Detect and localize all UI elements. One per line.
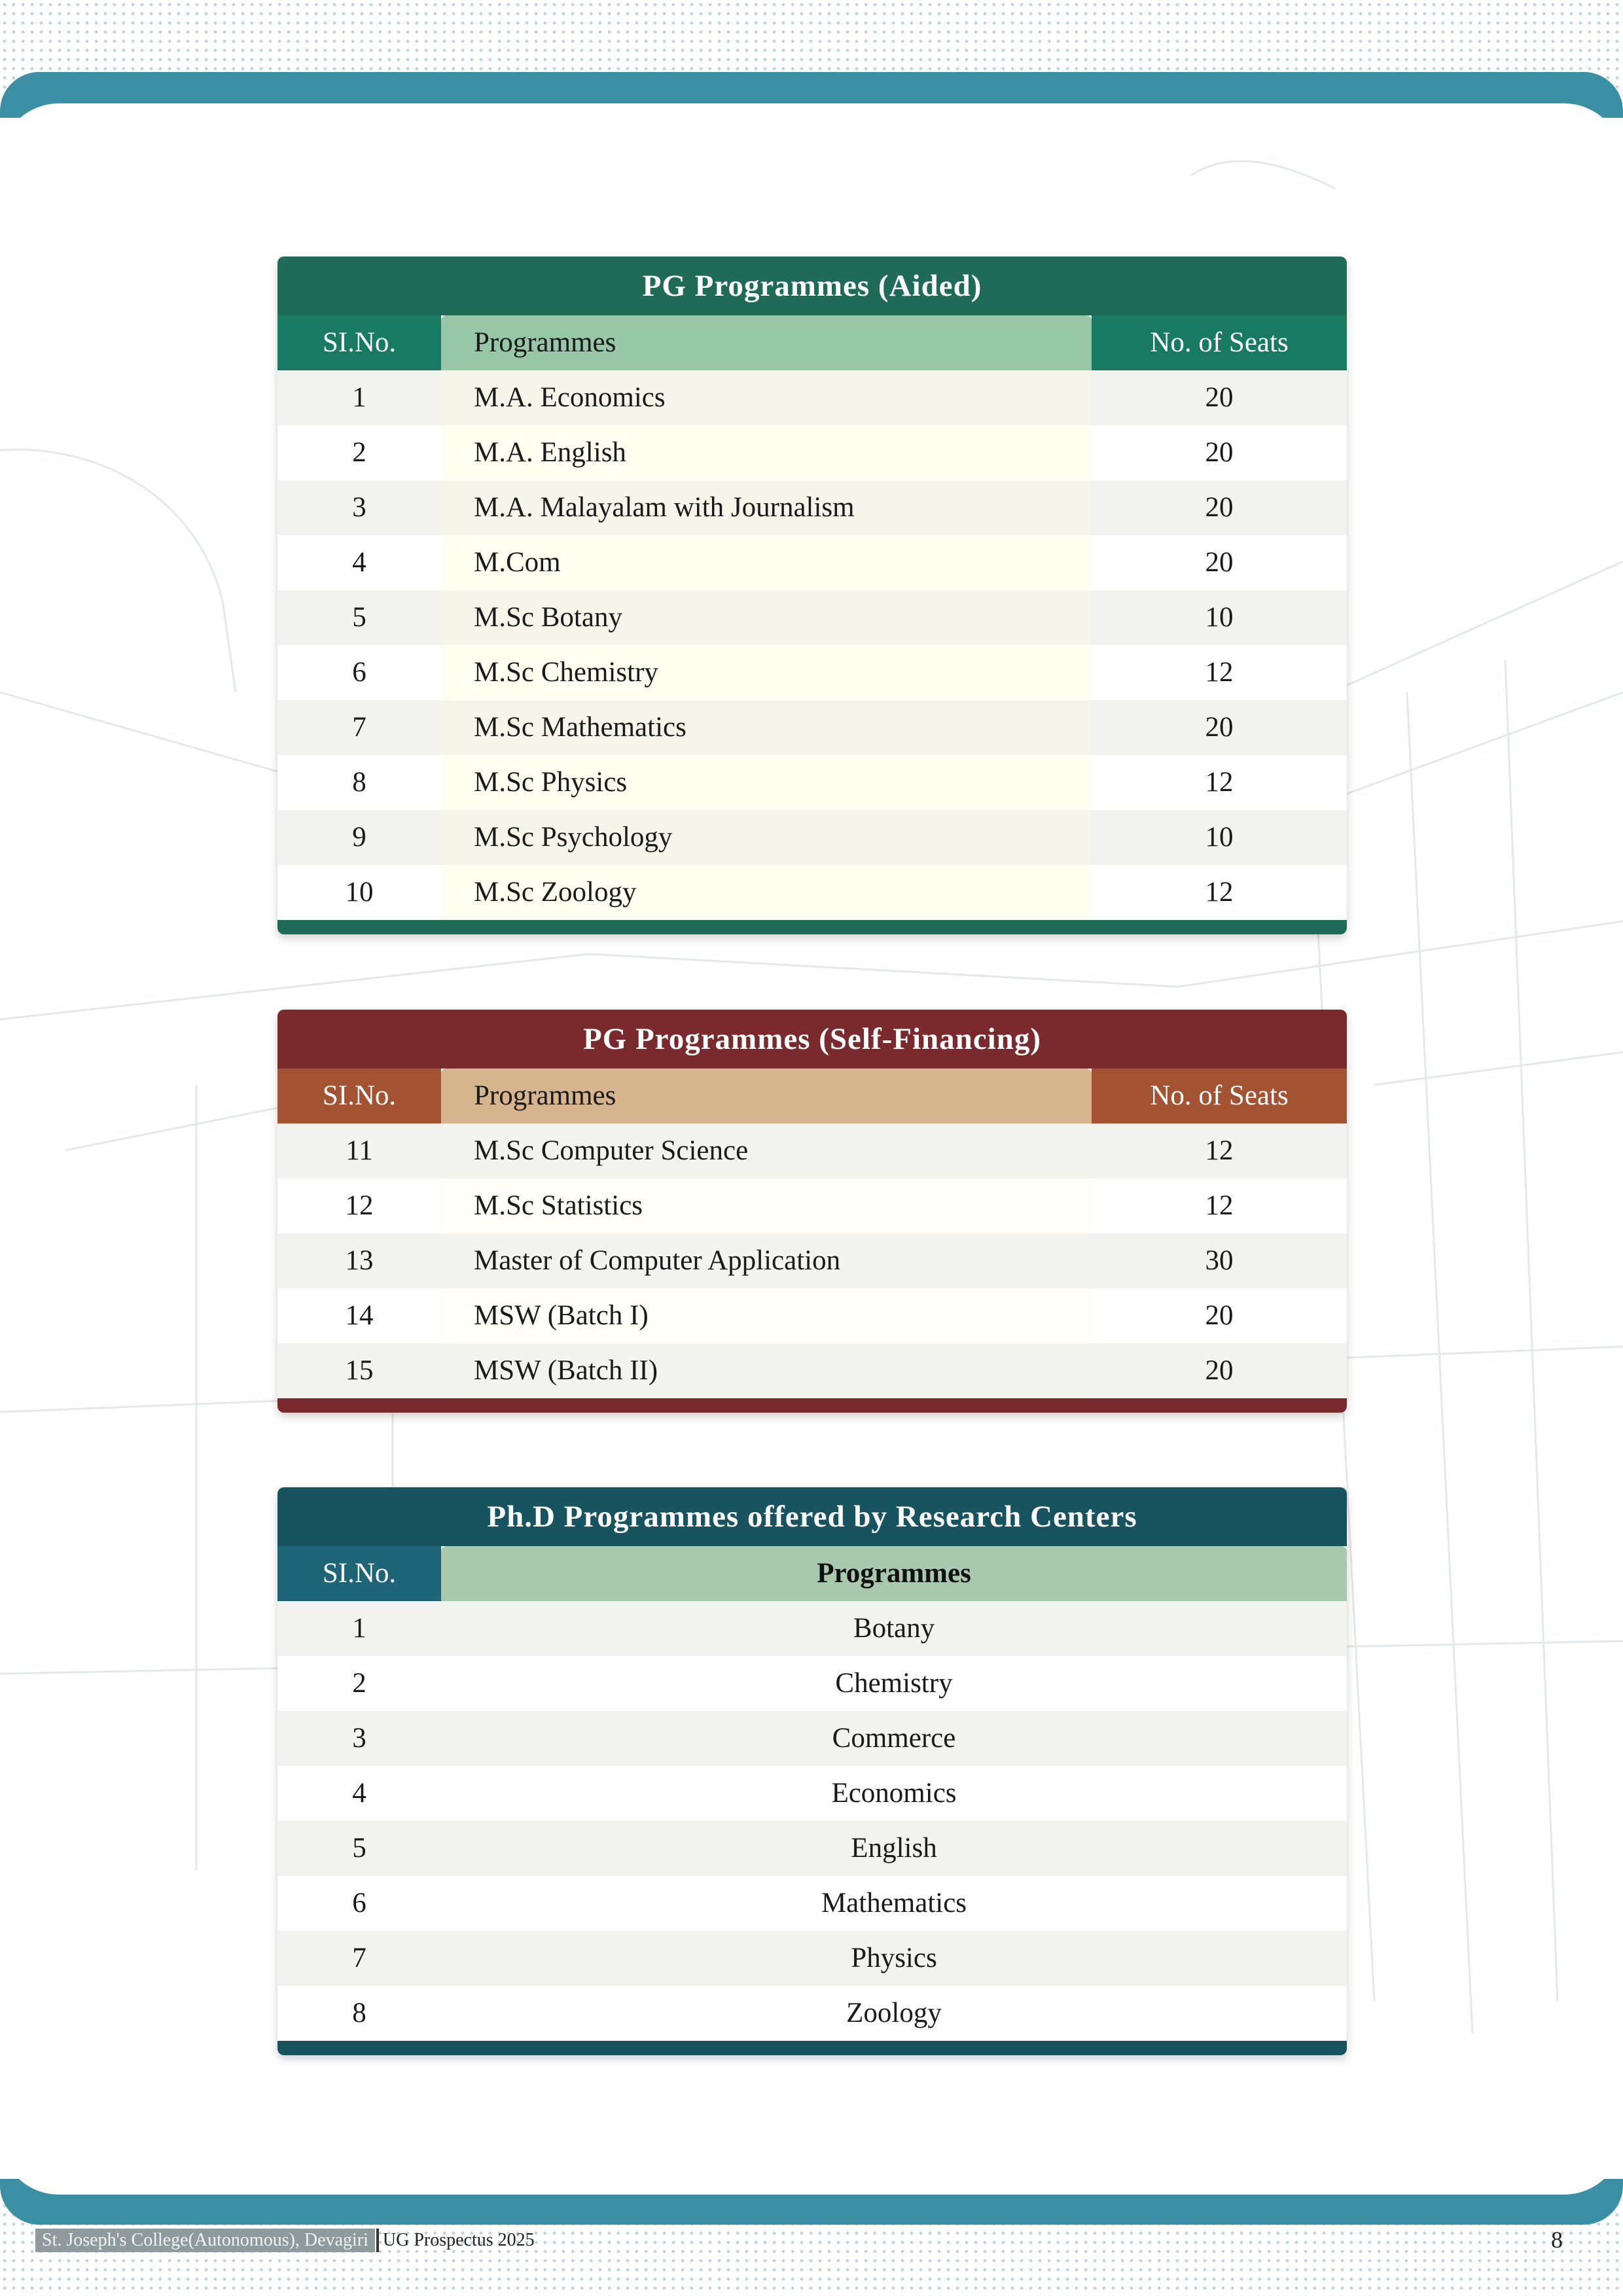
cell-programme: Commerce bbox=[441, 1711, 1347, 1766]
cell-programme: M.Sc Physics bbox=[441, 755, 1092, 810]
header-sl-no: SI.No. bbox=[277, 315, 441, 370]
cell-seats: 20 bbox=[1092, 425, 1347, 480]
cell-sl: 1 bbox=[277, 1601, 441, 1656]
phd-footer-bar bbox=[277, 2041, 1347, 2055]
pg-self-financing-table bbox=[277, 1010, 1347, 1413]
cell-sl: 12 bbox=[277, 1178, 441, 1233]
table-row bbox=[277, 425, 1347, 480]
header-sl-no: SI.No. bbox=[277, 1546, 441, 1601]
table-row bbox=[277, 1986, 1347, 2041]
cell-programme: Physics bbox=[441, 1931, 1347, 1986]
cell-sl: 5 bbox=[277, 590, 441, 645]
cell-programme: M.Sc Zoology bbox=[441, 865, 1092, 920]
cell-programme: M.A. Malayalam with Journalism bbox=[441, 480, 1092, 535]
cell-programme: Zoology bbox=[441, 1986, 1347, 2041]
header-programmes: Programmes bbox=[441, 1546, 1347, 1601]
table-row bbox=[277, 1766, 1347, 1821]
cell-programme: M.Sc Computer Science bbox=[441, 1123, 1092, 1178]
cell-seats: 12 bbox=[1092, 1123, 1347, 1178]
cell-programme: M.Sc Chemistry bbox=[441, 645, 1092, 700]
cell-sl: 6 bbox=[277, 1876, 441, 1931]
table-row bbox=[277, 645, 1347, 700]
cell-seats: 20 bbox=[1092, 535, 1347, 590]
pg-aided-title: PG Programmes (Aided) bbox=[277, 256, 1347, 315]
table-row bbox=[277, 370, 1347, 425]
cell-sl: 4 bbox=[277, 1766, 441, 1821]
footer-college-name: St. Joseph's College(Autonomous), Devagiri bbox=[35, 2229, 375, 2252]
pg-self-financing-header-row bbox=[277, 1069, 1347, 1123]
pg-aided-footer-bar bbox=[277, 920, 1347, 934]
cell-programme: M.Sc Mathematics bbox=[441, 700, 1092, 755]
cell-programme: M.A. English bbox=[441, 425, 1092, 480]
cell-programme: M.Sc Psychology bbox=[441, 810, 1092, 865]
pg-aided-table bbox=[277, 256, 1347, 934]
header-programmes: Programmes bbox=[441, 315, 1092, 370]
table-row bbox=[277, 1288, 1347, 1343]
cell-sl: 10 bbox=[277, 865, 441, 920]
cell-seats: 10 bbox=[1092, 590, 1347, 645]
cell-programme: Master of Computer Application bbox=[441, 1233, 1092, 1288]
cell-sl: 3 bbox=[277, 480, 441, 535]
table-row bbox=[277, 1656, 1347, 1711]
cell-sl: 14 bbox=[277, 1288, 441, 1343]
footer-publication: UG Prospectus 2025 bbox=[382, 2230, 535, 2250]
table-row bbox=[277, 810, 1347, 865]
cell-programme: MSW (Batch II) bbox=[441, 1343, 1092, 1398]
pg-aided-header-row bbox=[277, 315, 1347, 370]
cell-programme: MSW (Batch I) bbox=[441, 1288, 1092, 1343]
cell-programme: M.Sc Statistics bbox=[441, 1178, 1092, 1233]
phd-header-row bbox=[277, 1546, 1347, 1601]
cell-sl: 6 bbox=[277, 645, 441, 700]
table-row bbox=[277, 480, 1347, 535]
table-row bbox=[277, 1711, 1347, 1766]
cell-sl: 7 bbox=[277, 1931, 441, 1986]
cell-sl: 2 bbox=[277, 425, 441, 480]
cell-sl: 8 bbox=[277, 1986, 441, 2041]
table-row bbox=[277, 535, 1347, 590]
cell-seats: 12 bbox=[1092, 645, 1347, 700]
table-row bbox=[277, 1178, 1347, 1233]
phd-title: Ph.D Programmes offered by Research Centers bbox=[277, 1487, 1347, 1546]
table-row bbox=[277, 590, 1347, 645]
cell-sl: 7 bbox=[277, 700, 441, 755]
cell-programme: M.Com bbox=[441, 535, 1092, 590]
table-row bbox=[277, 1343, 1347, 1398]
header-seats: No. of Seats bbox=[1092, 315, 1347, 370]
table-row bbox=[277, 1876, 1347, 1931]
cell-seats: 20 bbox=[1092, 1343, 1347, 1398]
table-row bbox=[277, 1931, 1347, 1986]
cell-programme: M.Sc Botany bbox=[441, 590, 1092, 645]
pg-self-financing-footer-bar bbox=[277, 1398, 1347, 1413]
cell-programme: English bbox=[441, 1821, 1347, 1876]
page-number: 8 bbox=[1551, 2227, 1563, 2253]
header-seats: No. of Seats bbox=[1092, 1069, 1347, 1123]
cell-sl: 2 bbox=[277, 1656, 441, 1711]
cell-sl: 13 bbox=[277, 1233, 441, 1288]
cell-seats: 20 bbox=[1092, 1288, 1347, 1343]
table-row bbox=[277, 1123, 1347, 1178]
cell-sl: 1 bbox=[277, 370, 441, 425]
table-row bbox=[277, 755, 1347, 810]
phd-table bbox=[277, 1487, 1347, 2055]
cell-sl: 15 bbox=[277, 1343, 441, 1398]
cell-seats: 20 bbox=[1092, 700, 1347, 755]
cell-sl: 8 bbox=[277, 755, 441, 810]
cell-programme: Economics bbox=[441, 1766, 1347, 1821]
pg-self-financing-title: PG Programmes (Self-Financing) bbox=[277, 1010, 1347, 1069]
cell-programme: Botany bbox=[441, 1601, 1347, 1656]
table-row bbox=[277, 865, 1347, 920]
cell-seats: 20 bbox=[1092, 370, 1347, 425]
cell-seats: 30 bbox=[1092, 1233, 1347, 1288]
table-row bbox=[277, 1601, 1347, 1656]
footer-separator bbox=[376, 2229, 379, 2252]
cell-sl: 9 bbox=[277, 810, 441, 865]
cell-seats: 12 bbox=[1092, 755, 1347, 810]
cell-sl: 4 bbox=[277, 535, 441, 590]
cell-programme: Mathematics bbox=[441, 1876, 1347, 1931]
cell-seats: 20 bbox=[1092, 480, 1347, 535]
header-sl-no: SI.No. bbox=[277, 1069, 441, 1123]
cell-sl: 3 bbox=[277, 1711, 441, 1766]
cell-sl: 5 bbox=[277, 1821, 441, 1876]
header-programmes: Programmes bbox=[441, 1069, 1092, 1123]
cell-programme: M.A. Economics bbox=[441, 370, 1092, 425]
cell-programme: Chemistry bbox=[441, 1656, 1347, 1711]
cell-seats: 10 bbox=[1092, 810, 1347, 865]
cell-sl: 11 bbox=[277, 1123, 441, 1178]
table-row bbox=[277, 700, 1347, 755]
page-footer bbox=[35, 2227, 535, 2253]
table-row bbox=[277, 1233, 1347, 1288]
cell-seats: 12 bbox=[1092, 1178, 1347, 1233]
table-row bbox=[277, 1821, 1347, 1876]
cell-seats: 12 bbox=[1092, 865, 1347, 920]
